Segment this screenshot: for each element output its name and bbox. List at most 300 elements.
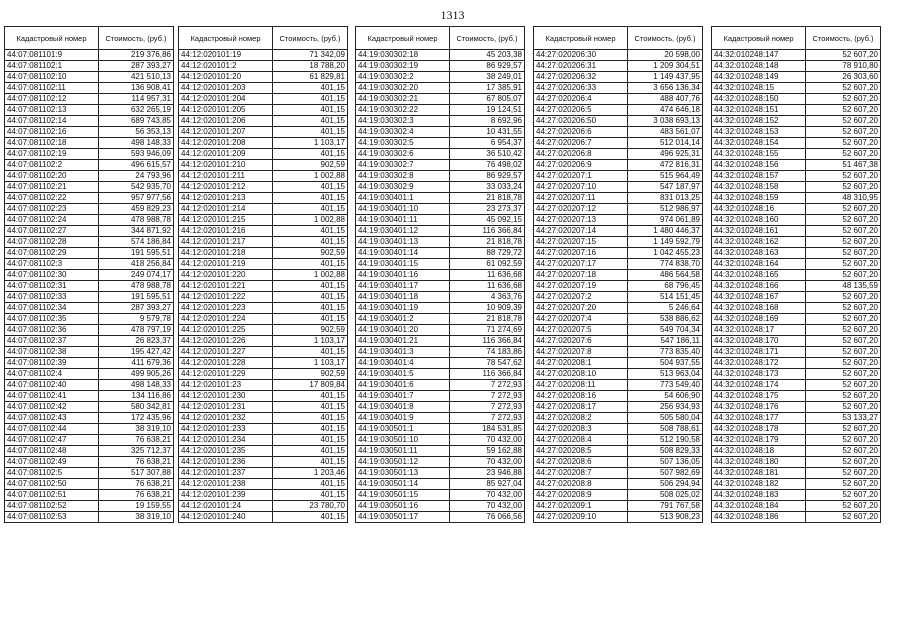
table-row [712, 72, 881, 83]
cost-cell: 52 607,20 [806, 380, 881, 391]
cost-cell: 52 607,20 [806, 94, 881, 105]
cadastral-number-cell: 44:12:020101:224 [179, 314, 273, 325]
cost-cell: 52 607,20 [806, 424, 881, 435]
cost-cell: 496 925,31 [628, 149, 703, 160]
cadastral-number-cell: 44:07:081102:5 [5, 468, 99, 479]
table-row [356, 83, 525, 94]
table-row [5, 424, 174, 435]
cost-cell: 401,15 [273, 116, 348, 127]
page-number: 1313 [440, 8, 465, 22]
cost-cell: 52 607,20 [806, 369, 881, 380]
table-row [5, 468, 174, 479]
cost-cell: 401,15 [273, 204, 348, 215]
cadastral-number-cell: 44:07:081102:44 [5, 424, 99, 435]
table-row [5, 270, 174, 281]
cadastral-number-cell: 44:27:020208:10 [534, 369, 628, 380]
cadastral-number-cell: 44:19:030501:13 [356, 468, 450, 479]
table-row [356, 479, 525, 490]
cadastral-number-cell: 44:32:010248:173 [712, 369, 806, 380]
cadastral-number-cell: 44:19:030302:21 [356, 94, 450, 105]
cadastral-number-cell: 44:12:020101:212 [179, 182, 273, 193]
cost-cell: 474 646,18 [628, 105, 703, 116]
cost-cell: 26 823,37 [99, 336, 174, 347]
table-row [712, 347, 881, 358]
cost-cell: 52 607,20 [806, 303, 881, 314]
cadastral-number-cell: 44:27:020206:8 [534, 149, 628, 160]
cost-cell: 52 607,20 [806, 292, 881, 303]
table-row [179, 303, 348, 314]
table-row [534, 292, 703, 303]
cost-cell: 70 432,00 [450, 435, 525, 446]
cadastral-number-cell: 44:19:030501:14 [356, 479, 450, 490]
cadastral-number-cell: 44:27:020206:50 [534, 116, 628, 127]
cost-cell: 71 274,69 [450, 325, 525, 336]
table-row [5, 292, 174, 303]
cost-cell: 52 607,20 [806, 358, 881, 369]
cost-cell: 195 427,42 [99, 347, 174, 358]
cost-cell: 51 467,38 [806, 160, 881, 171]
cost-cell: 114 957,31 [99, 94, 174, 105]
cost-cell: 902,59 [273, 248, 348, 259]
cost-cell: 219 376,86 [99, 50, 174, 61]
cadastral-number-cell: 44:07:081102:27 [5, 226, 99, 237]
cost-cell: 191 595,51 [99, 292, 174, 303]
cost-cell: 59 162,88 [450, 446, 525, 457]
cost-cell: 513 908,23 [628, 512, 703, 523]
table-row [5, 457, 174, 468]
table-row [5, 182, 174, 193]
cadastral-number-cell: 44:19:030401:20 [356, 325, 450, 336]
table-row [534, 457, 703, 468]
cadastral-number-cell: 44:27:020206:32 [534, 72, 628, 83]
cadastral-number-cell: 44:32:010248:186 [712, 512, 806, 523]
cost-cell: 401,15 [273, 94, 348, 105]
table-row [356, 380, 525, 391]
table-row [5, 204, 174, 215]
table-row [356, 226, 525, 237]
cost-cell: 547 186,11 [628, 336, 703, 347]
cadastral-number-cell: 44:19:030501:11 [356, 446, 450, 457]
cost-cell: 689 743,85 [99, 116, 174, 127]
table-row [356, 160, 525, 171]
table-header-row [356, 27, 525, 50]
cost-cell: 70 432,00 [450, 501, 525, 512]
cadastral-number-cell: 44:27:020206:5 [534, 105, 628, 116]
table-row [179, 358, 348, 369]
cost-cell: 508 025,02 [628, 490, 703, 501]
table-row [5, 358, 174, 369]
cost-cell: 52 607,20 [806, 336, 881, 347]
table-row [356, 138, 525, 149]
cost-cell: 773 549,40 [628, 380, 703, 391]
cost-cell: 512 986,97 [628, 204, 703, 215]
cadastral-number-cell: 44:07:081102:52 [5, 501, 99, 512]
cost-cell: 974 061,89 [628, 215, 703, 226]
cadastral-number-cell: 44:12:020101:239 [179, 490, 273, 501]
cadastral-number-cell: 44:07:081102:35 [5, 314, 99, 325]
cost-cell: 421 510,13 [99, 72, 174, 83]
table-row [534, 248, 703, 259]
cadastral-number-cell: 44:27:020207:5 [534, 325, 628, 336]
table-row [356, 171, 525, 182]
header-cost: Стоимость, (руб.) [99, 27, 174, 50]
table-row [356, 325, 525, 336]
table-row [179, 61, 348, 72]
cadastral-number-cell: 44:32:010248:159 [712, 193, 806, 204]
cadastral-number-cell: 44:19:030401:10 [356, 204, 450, 215]
table-header-row [712, 27, 881, 50]
cost-cell: 401,15 [273, 303, 348, 314]
cost-cell: 506 294,94 [628, 479, 703, 490]
cost-cell: 26 303,60 [806, 72, 881, 83]
cost-cell: 957 977,56 [99, 193, 174, 204]
cost-cell: 52 607,20 [806, 435, 881, 446]
header-cadastral-number: Кадастровый номер [534, 27, 628, 50]
cost-cell: 61 092,59 [450, 259, 525, 270]
table-row [712, 325, 881, 336]
cost-cell: 78 547,62 [450, 358, 525, 369]
cost-cell: 56 353,13 [99, 127, 174, 138]
table-row [356, 512, 525, 523]
table-row [179, 413, 348, 424]
cadastral-number-cell: 44:32:010248:15 [712, 83, 806, 94]
cadastral-number-cell: 44:19:030401:21 [356, 336, 450, 347]
table-row [712, 292, 881, 303]
table-row [712, 248, 881, 259]
table-row [712, 160, 881, 171]
cost-cell: 9 579,78 [99, 314, 174, 325]
cadastral-number-cell: 44:07:081102:19 [5, 149, 99, 160]
table-row [356, 468, 525, 479]
table-row [179, 347, 348, 358]
cost-cell: 472 816,31 [628, 160, 703, 171]
table-header-row [534, 27, 703, 50]
cadastral-number-cell: 44:12:020101:23 [179, 380, 273, 391]
table-row [534, 50, 703, 61]
cadastral-number-cell: 44:07:081102:20 [5, 171, 99, 182]
cadastral-number-cell: 44:07:081102:13 [5, 105, 99, 116]
cost-cell: 459 829,23 [99, 204, 174, 215]
cost-cell: 7 272,93 [450, 380, 525, 391]
cost-cell: 116 366,84 [450, 226, 525, 237]
cost-cell: 20 598,00 [628, 50, 703, 61]
cost-cell: 38 319,10 [99, 424, 174, 435]
cost-cell: 191 595,51 [99, 248, 174, 259]
cost-cell: 52 607,20 [806, 215, 881, 226]
cadastral-number-cell: 44:27:020207:19 [534, 281, 628, 292]
cadastral-number-cell: 44:07:081102:50 [5, 479, 99, 490]
cost-cell: 52 607,20 [806, 138, 881, 149]
cost-cell: 773 835,40 [628, 347, 703, 358]
table-row [5, 380, 174, 391]
table-row [534, 149, 703, 160]
cadastral-number-cell: 44:32:010248:169 [712, 314, 806, 325]
table-row [356, 270, 525, 281]
cadastral-number-cell: 44:32:010248:174 [712, 380, 806, 391]
table-row [356, 237, 525, 248]
cadastral-number-cell: 44:32:010248:177 [712, 413, 806, 424]
cost-cell: 52 607,20 [806, 182, 881, 193]
cost-cell: 505 580,04 [628, 413, 703, 424]
cadastral-number-cell: 44:19:030401:7 [356, 391, 450, 402]
table-row [5, 248, 174, 259]
cost-cell: 70 432,00 [450, 457, 525, 468]
cadastral-number-cell: 44:07:081102:42 [5, 402, 99, 413]
cadastral-number-cell: 44:12:020101:238 [179, 479, 273, 490]
cost-cell: 831 013,25 [628, 193, 703, 204]
table-row [712, 457, 881, 468]
cost-cell: 52 607,20 [806, 226, 881, 237]
table-row [712, 490, 881, 501]
table-row [534, 215, 703, 226]
cost-cell: 547 187,97 [628, 182, 703, 193]
cadastral-number-cell: 44:12:020101:213 [179, 193, 273, 204]
cost-cell: 45 203,38 [450, 50, 525, 61]
cost-cell: 401,15 [273, 479, 348, 490]
cost-cell: 52 607,20 [806, 402, 881, 413]
cadastral-number-cell: 44:32:010248:172 [712, 358, 806, 369]
cadastral-number-cell: 44:32:010248:168 [712, 303, 806, 314]
cadastral-number-cell: 44:19:030302:8 [356, 171, 450, 182]
table-row [712, 215, 881, 226]
cadastral-number-cell: 44:27:020209:10 [534, 512, 628, 523]
cost-cell: 19 159,55 [99, 501, 174, 512]
cadastral-number-cell: 44:27:020206:30 [534, 50, 628, 61]
table-row [712, 182, 881, 193]
cadastral-number-cell: 44:27:020206:31 [534, 61, 628, 72]
cost-cell: 86 929,57 [450, 171, 525, 182]
table-row [179, 369, 348, 380]
cost-cell: 21 818,78 [450, 314, 525, 325]
table-row [179, 204, 348, 215]
table-row [712, 61, 881, 72]
cost-cell: 791 767,58 [628, 501, 703, 512]
cost-cell: 498 148,33 [99, 380, 174, 391]
cadastral-number-cell: 44:12:020101:231 [179, 402, 273, 413]
cadastral-number-cell: 44:32:010248:154 [712, 138, 806, 149]
table-row [356, 127, 525, 138]
cost-cell: 70 432,00 [450, 490, 525, 501]
table-row [179, 336, 348, 347]
table-row [712, 424, 881, 435]
cadastral-table [4, 26, 174, 523]
table-row [534, 369, 703, 380]
cadastral-number-cell: 44:19:030501:10 [356, 435, 450, 446]
cadastral-number-cell: 44:32:010248:157 [712, 171, 806, 182]
cost-cell: 4 363,76 [450, 292, 525, 303]
table-row [5, 369, 174, 380]
cadastral-number-cell: 44:27:020208:7 [534, 468, 628, 479]
cost-cell: 401,15 [273, 226, 348, 237]
cadastral-number-cell: 44:27:020208:17 [534, 402, 628, 413]
table-row [356, 72, 525, 83]
cadastral-number-cell: 44:19:030401:18 [356, 292, 450, 303]
cadastral-number-cell: 44:32:010248:153 [712, 127, 806, 138]
cost-cell: 52 607,20 [806, 512, 881, 523]
cadastral-number-cell: 44:27:020207:6 [534, 336, 628, 347]
cadastral-number-cell: 44:32:010248:170 [712, 336, 806, 347]
cadastral-number-cell: 44:07:081102:40 [5, 380, 99, 391]
cadastral-number-cell: 44:12:020101:209 [179, 149, 273, 160]
table-row [356, 281, 525, 292]
cadastral-number-cell: 44:19:030302:2 [356, 72, 450, 83]
table-row [5, 413, 174, 424]
cadastral-number-cell: 44:12:020101:210 [179, 160, 273, 171]
table-row [179, 50, 348, 61]
cadastral-number-cell: 44:07:081102:51 [5, 490, 99, 501]
table-row [5, 446, 174, 457]
table-row [179, 325, 348, 336]
table-row [5, 127, 174, 138]
cadastral-number-cell: 44:07:081102:49 [5, 457, 99, 468]
cost-cell: 249 074,17 [99, 270, 174, 281]
cost-cell: 401,15 [273, 446, 348, 457]
cadastral-number-cell: 44:19:030401:11 [356, 215, 450, 226]
table-row [534, 105, 703, 116]
cadastral-number-cell: 44:12:020101:237 [179, 468, 273, 479]
cost-cell: 67 805,07 [450, 94, 525, 105]
cadastral-number-cell: 44:32:010248:147 [712, 50, 806, 61]
cost-cell: 478 988,78 [99, 281, 174, 292]
table-row [534, 479, 703, 490]
table-row [5, 435, 174, 446]
cadastral-number-cell: 44:07:081102:16 [5, 127, 99, 138]
cost-cell: 542 935,70 [99, 182, 174, 193]
table-row [179, 127, 348, 138]
table-row [5, 512, 174, 523]
table-row [712, 149, 881, 160]
cost-cell: 3 656 136,34 [628, 83, 703, 94]
cadastral-number-cell: 44:19:030401:15 [356, 259, 450, 270]
cadastral-number-cell: 44:27:020206:4 [534, 94, 628, 105]
cadastral-number-cell: 44:12:020101:230 [179, 391, 273, 402]
cost-cell: 52 607,20 [806, 171, 881, 182]
cadastral-number-cell: 44:32:010248:180 [712, 457, 806, 468]
cost-cell: 52 607,20 [806, 116, 881, 127]
table-row [179, 512, 348, 523]
table-row [712, 171, 881, 182]
cost-cell: 85 927,04 [450, 479, 525, 490]
cadastral-number-cell: 44:07:081102:14 [5, 116, 99, 127]
table-row [534, 336, 703, 347]
cost-cell: 1 103,17 [273, 138, 348, 149]
table-row [356, 50, 525, 61]
cost-cell: 7 272,93 [450, 402, 525, 413]
cadastral-number-cell: 44:32:010248:167 [712, 292, 806, 303]
table-row [179, 72, 348, 83]
cost-cell: 116 366,84 [450, 369, 525, 380]
table-row [179, 215, 348, 226]
cadastral-number-cell: 44:12:020101:214 [179, 204, 273, 215]
cadastral-number-cell: 44:12:020101:225 [179, 325, 273, 336]
cost-cell: 38 249,01 [450, 72, 525, 83]
table-row [179, 435, 348, 446]
table-row [534, 424, 703, 435]
cadastral-number-cell: 44:07:081102:33 [5, 292, 99, 303]
cost-cell: 134 116,86 [99, 391, 174, 402]
cadastral-number-cell: 44:27:020207:8 [534, 347, 628, 358]
cost-cell: 401,15 [273, 105, 348, 116]
table-row [534, 435, 703, 446]
cadastral-number-cell: 44:19:030302:5 [356, 138, 450, 149]
table-row [534, 160, 703, 171]
table-row [534, 94, 703, 105]
table-row [356, 358, 525, 369]
cadastral-number-cell: 44:12:020101:240 [179, 512, 273, 523]
cadastral-number-cell: 44:07:081102:28 [5, 237, 99, 248]
cadastral-number-cell: 44:27:020208:9 [534, 490, 628, 501]
cadastral-number-cell: 44:32:010248:175 [712, 391, 806, 402]
cadastral-number-cell: 44:32:010248:178 [712, 424, 806, 435]
cadastral-number-cell: 44:19:030401:6 [356, 380, 450, 391]
cost-cell: 401,15 [273, 292, 348, 303]
cost-cell: 488 407,76 [628, 94, 703, 105]
cost-cell: 1 042 455,23 [628, 248, 703, 259]
table-row [534, 468, 703, 479]
cadastral-number-cell: 44:07:081102:53 [5, 512, 99, 523]
table-row [356, 336, 525, 347]
cadastral-number-cell: 44:07:081102:23 [5, 204, 99, 215]
cost-cell: 902,59 [273, 369, 348, 380]
cost-cell: 23 946,88 [450, 468, 525, 479]
cost-cell: 19 124,51 [450, 105, 525, 116]
cadastral-number-cell: 44:19:030501:12 [356, 457, 450, 468]
header-cadastral-number: Кадастровый номер [712, 27, 806, 50]
table-row [5, 226, 174, 237]
cost-cell: 344 871,92 [99, 226, 174, 237]
table-row [712, 105, 881, 116]
table-row [356, 314, 525, 325]
cost-cell: 3 038 693,13 [628, 116, 703, 127]
cadastral-number-cell: 44:19:030401:14 [356, 248, 450, 259]
cadastral-number-cell: 44:32:010248:156 [712, 160, 806, 171]
cost-cell: 1 480 446,37 [628, 226, 703, 237]
cadastral-number-cell: 44:07:081102:12 [5, 94, 99, 105]
cost-cell: 76 638,21 [99, 457, 174, 468]
table-row [179, 457, 348, 468]
cost-cell: 52 607,20 [806, 314, 881, 325]
cost-cell: 52 607,20 [806, 490, 881, 501]
cost-cell: 1 149 592,79 [628, 237, 703, 248]
cost-cell: 401,15 [273, 193, 348, 204]
cost-cell: 52 607,20 [806, 347, 881, 358]
cost-cell: 11 636,68 [450, 281, 525, 292]
table-row [356, 182, 525, 193]
table-row [534, 270, 703, 281]
cadastral-number-cell: 44:27:020207:16 [534, 248, 628, 259]
table-header-row [5, 27, 174, 50]
cadastral-number-cell: 44:12:020101:217 [179, 237, 273, 248]
table-row [712, 259, 881, 270]
cadastral-number-cell: 44:32:010248:163 [712, 248, 806, 259]
cadastral-number-cell: 44:12:020101:204 [179, 94, 273, 105]
cost-cell: 483 561,07 [628, 127, 703, 138]
table-row [5, 402, 174, 413]
table-row [356, 501, 525, 512]
cost-cell: 507 982,69 [628, 468, 703, 479]
cadastral-number-cell: 44:12:020101:206 [179, 116, 273, 127]
cost-cell: 48 310,95 [806, 193, 881, 204]
table-row [179, 94, 348, 105]
table-row [712, 479, 881, 490]
table-row [5, 149, 174, 160]
cadastral-number-cell: 44:32:010248:184 [712, 501, 806, 512]
cost-cell: 76 638,21 [99, 479, 174, 490]
cadastral-number-cell: 44:12:020101:228 [179, 358, 273, 369]
cadastral-number-cell: 44:07:081102:3 [5, 259, 99, 270]
cadastral-number-cell: 44:27:020208:4 [534, 435, 628, 446]
table-row [5, 237, 174, 248]
